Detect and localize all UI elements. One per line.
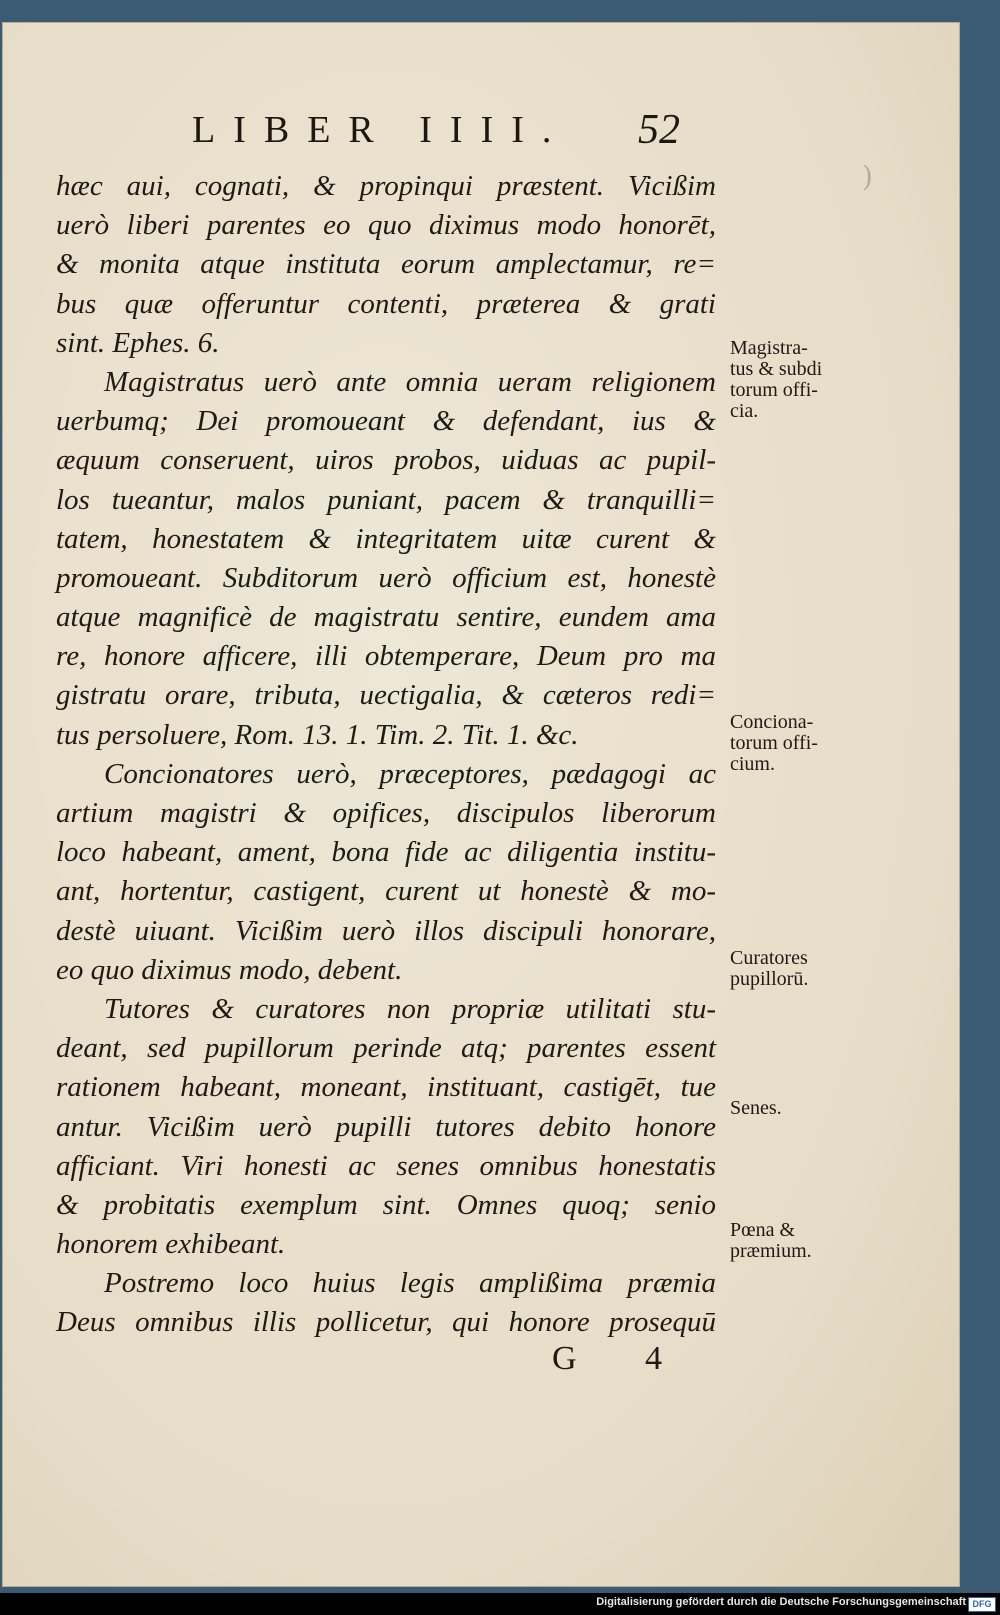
note-line: Conciona-	[730, 711, 814, 733]
marginal-note-magistratus	[730, 338, 880, 422]
text-line: rationem habeant, moneant, instituant, castigēt, tue	[56, 1071, 716, 1104]
text-line: Postremo loco huius legis amplißima præmia	[104, 1267, 716, 1300]
text-line: hæc aui, cognati, & propinqui præstent. Vicißim	[56, 170, 716, 202]
text-line: æquum conseruent, uiros probos, uiduas ac pupil-	[56, 444, 716, 477]
text-line: ant, hortentur, castigent, curent ut honestè & mo-	[56, 875, 716, 908]
marginal-note-concionatorum	[730, 712, 880, 775]
text-line: sint. Ephes. 6.	[56, 326, 220, 359]
note-line: torum offi-	[730, 732, 818, 754]
text-line: destè uiuant. Vicißim uerò illos discipuli honorare,	[56, 914, 716, 947]
note-line: Curatores	[730, 947, 808, 969]
note-line: præmium.	[730, 1240, 812, 1262]
text-line: Magistratus uerò ante omnia ueram religionem	[104, 365, 716, 398]
main-text	[56, 167, 716, 1343]
page-header	[2, 102, 960, 162]
margin-mark: )	[862, 160, 873, 193]
text-line: re, honore afficere, illi obtemperare, Deum pro ma	[56, 640, 716, 673]
signature-mark: G 4	[552, 1340, 693, 1377]
footer-credit: Digitalisierung gefördert durch die Deutsche Forschungsgemeinschaft	[596, 1596, 966, 1608]
text-line: tus persoluere, Rom. 13. 1. Tim. 2. Tit. 1. &c.	[56, 718, 579, 751]
book-page	[2, 22, 960, 1587]
note-line: tus & subdi	[730, 358, 823, 380]
dfg-logo-icon: DFG	[968, 1597, 996, 1612]
note-line: Pœna &	[730, 1219, 795, 1241]
text-line: los tueantur, malos puniant, pacem & tranquilli=	[56, 483, 716, 516]
note-line: cium.	[730, 753, 775, 775]
running-title: LIBER IIII.	[192, 109, 570, 151]
marginal-note-senes	[730, 1098, 880, 1119]
page-number: 52	[638, 107, 680, 153]
text-line: Deus omnibus illis pollicetur, qui honore prosequū	[56, 1306, 716, 1339]
note-line: Senes.	[730, 1097, 782, 1119]
footer-bar	[0, 1593, 1000, 1615]
text-line: uerò liberi parentes eo quo diximus modo honorēt,	[56, 209, 716, 242]
text-line: Tutores & curatores non propriæ utilitati stu-	[104, 992, 716, 1025]
note-line: pupillorū.	[730, 968, 809, 990]
text-line: tatem, honestatem & integritatem uitæ curent &	[56, 522, 716, 555]
text-line: & probitatis exemplum sint. Omnes quoq; senio	[56, 1188, 716, 1221]
text-line: deant, sed pupillorum perinde atq; parentes essent	[56, 1032, 716, 1065]
text-line: atque magnificè de magistratu sentire, eundem ama	[56, 601, 716, 634]
marginal-note-curatores	[730, 948, 880, 990]
text-line: artium magistri & opifices, discipulos liberorum	[56, 797, 716, 829]
text-line: eo quo diximus modo, debent.	[56, 953, 403, 986]
marginal-note-poena	[730, 1220, 880, 1262]
text-line: uerbumq; Dei promoueant & defendant, ius &	[56, 405, 716, 438]
text-line: afficiant. Viri honesti ac senes omnibus honestatis	[56, 1149, 716, 1182]
text-line: antur. Vicißim uerò pupilli tutores debito honore	[56, 1110, 716, 1143]
note-line: Magistra-	[730, 337, 808, 359]
note-line: cia.	[730, 400, 759, 422]
text-line: bus quæ offeruntur contenti, præterea & grati	[56, 287, 716, 320]
text-line: honorem exhibeant.	[56, 1228, 286, 1261]
text-line: promoueant. Subditorum uerò officium est, honestè	[56, 561, 716, 594]
text-line: gistratu orare, tributa, uectigalia, & cæteros redi=	[56, 679, 716, 712]
text-line: Concionatores uerò, præceptores, pædagogi ac	[104, 757, 716, 790]
text-line: & monita atque instituta eorum amplectamur, re=	[56, 248, 716, 281]
note-line: torum offi-	[730, 379, 818, 401]
text-line: loco habeant, ament, bona fide ac diligentia institu-	[56, 836, 716, 869]
